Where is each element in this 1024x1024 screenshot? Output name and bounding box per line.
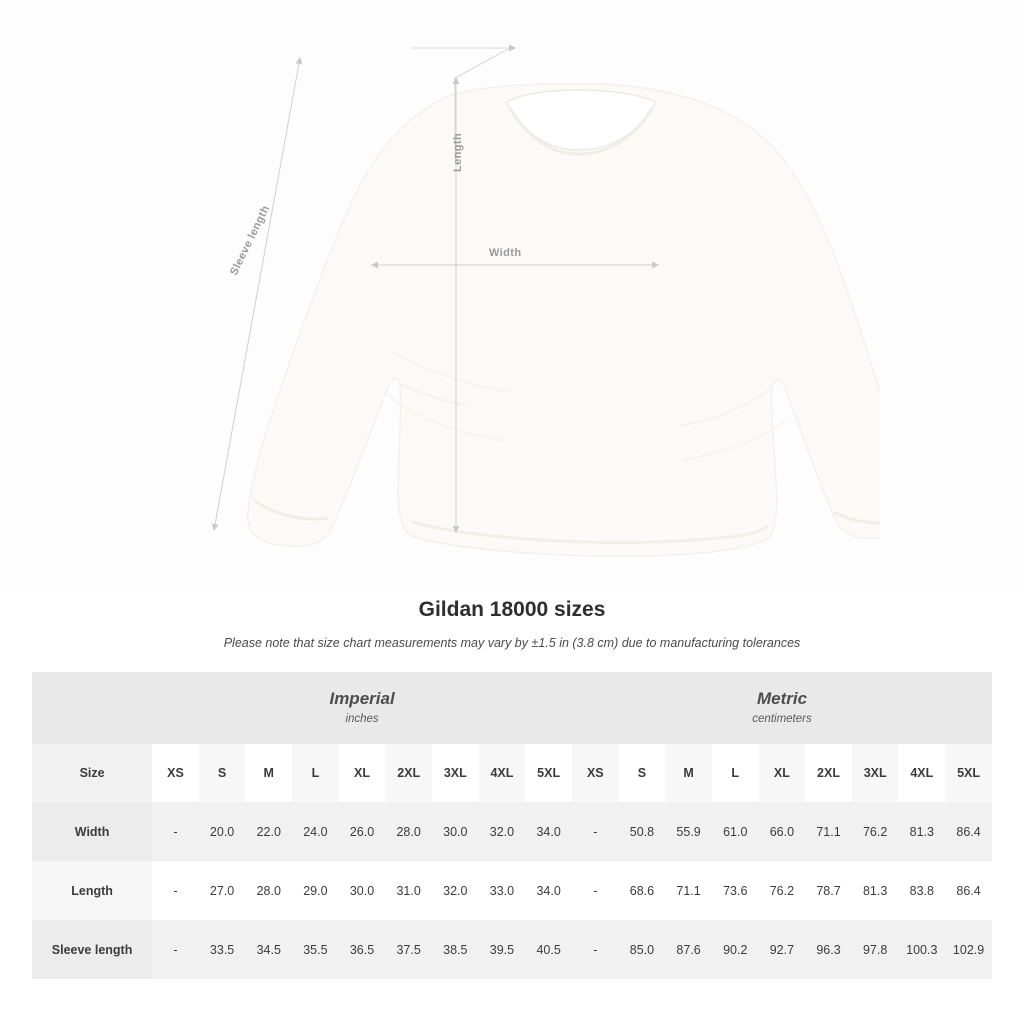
cell-width-metric-l: 61.0 [712,802,759,861]
cell-length-metric-2xl: 78.7 [805,861,852,920]
cell-width-metric-s: 50.8 [619,802,666,861]
cell-width-metric-3xl: 76.2 [852,802,899,861]
cell-sleeve-metric-l: 90.2 [712,920,759,979]
header-metric-m: M [665,744,712,802]
cell-width-imperial-s: 20.0 [199,802,246,861]
label-length: Length [452,132,464,172]
cell-sleeve-metric-s: 85.0 [619,920,666,979]
cell-width-metric-xl: 66.0 [759,802,806,861]
cell-sleeve-metric-m: 87.6 [665,920,712,979]
header-metric-l: L [712,744,759,802]
unit-title-imperial: Imperial [329,688,395,708]
table-row [32,861,992,920]
cell-width-metric-4xl: 81.3 [898,802,945,861]
cell-length-metric-l: 73.6 [712,861,759,920]
cell-width-metric-2xl: 71.1 [805,802,852,861]
unit-header-spacer [32,672,152,744]
cell-width-imperial-xl: 26.0 [339,802,386,861]
header-metric-4xl: 4XL [898,744,945,802]
sweatshirt-body [248,84,880,556]
cell-sleeve-metric-2xl: 96.3 [805,920,852,979]
header-metric-5xl: 5XL [945,744,992,802]
header-imperial-xl: XL [339,744,386,802]
cell-width-metric-5xl: 86.4 [945,802,992,861]
label-width: Width [489,247,522,259]
unit-sub-metric: centimeters [752,712,812,725]
cell-length-metric-3xl: 81.3 [852,861,899,920]
row-label-length: Length [32,861,152,920]
cell-width-imperial-5xl: 34.0 [525,802,572,861]
label-sleeve-length: Sleeve length [228,203,273,278]
cell-length-metric-4xl: 83.8 [898,861,945,920]
header-imperial-4xl: 4XL [479,744,526,802]
page-title: Gildan 18000 sizes [418,598,606,621]
table-row [32,802,992,861]
cell-sleeve-metric-xs: - [572,920,619,979]
size-header-row [32,744,992,802]
cell-width-imperial-m: 22.0 [245,802,292,861]
cell-width-imperial-3xl: 30.0 [432,802,479,861]
cell-length-imperial-4xl: 33.0 [479,861,526,920]
cell-length-imperial-s: 27.0 [199,861,246,920]
header-imperial-xs: XS [152,744,199,802]
unit-group-metric [572,672,992,744]
cell-sleeve-imperial-s: 33.5 [199,920,246,979]
cell-length-imperial-l: 29.0 [292,861,339,920]
table-row [32,920,992,979]
cell-length-metric-5xl: 86.4 [945,861,992,920]
cell-width-imperial-4xl: 32.0 [479,802,526,861]
cell-width-imperial-2xl: 28.0 [385,802,432,861]
unit-title-metric: Metric [756,688,808,708]
cell-width-imperial-xs: - [152,802,199,861]
unit-group-imperial [152,672,572,744]
cell-sleeve-metric-xl: 92.7 [759,920,806,979]
cell-sleeve-imperial-xl: 36.5 [339,920,386,979]
row-label-width: Width [32,802,152,861]
header-imperial-2xl: 2XL [385,744,432,802]
sweatshirt-svg [150,20,880,570]
header-imperial-5xl: 5XL [525,744,572,802]
header-metric-2xl: 2XL [805,744,852,802]
cell-length-metric-s: 68.6 [619,861,666,920]
cell-sleeve-metric-5xl: 102.9 [945,920,992,979]
cell-length-imperial-3xl: 32.0 [432,861,479,920]
cell-length-imperial-m: 28.0 [245,861,292,920]
cell-width-metric-xs: - [572,802,619,861]
cell-sleeve-metric-3xl: 97.8 [852,920,899,979]
unit-sub-imperial: inches [345,712,379,725]
cell-sleeve-imperial-3xl: 38.5 [432,920,479,979]
cell-sleeve-imperial-xs: - [152,920,199,979]
cell-sleeve-imperial-l: 35.5 [292,920,339,979]
cell-length-imperial-5xl: 34.0 [525,861,572,920]
header-metric-s: S [619,744,666,802]
header-imperial-s: S [199,744,246,802]
header-metric-3xl: 3XL [852,744,899,802]
header-imperial-m: M [245,744,292,802]
row-label-sleeve-length: Sleeve length [32,920,152,979]
header-metric-xl: XL [759,744,806,802]
garment-graphic [150,20,880,570]
tolerance-note: Please note that size chart measurements may vary by ±1.5 in (3.8 cm) due to manufacturing tolerances [223,636,801,650]
header-imperial-l: L [292,744,339,802]
cell-length-imperial-2xl: 31.0 [385,861,432,920]
cell-sleeve-imperial-5xl: 40.5 [525,920,572,979]
cell-width-imperial-l: 24.0 [292,802,339,861]
unit-header-row [32,672,992,744]
header-metric-xs: XS [572,744,619,802]
cell-length-imperial-xs: - [152,861,199,920]
cell-length-metric-xs: - [572,861,619,920]
cell-sleeve-imperial-m: 34.5 [245,920,292,979]
cell-length-metric-xl: 76.2 [759,861,806,920]
cell-length-metric-m: 71.1 [665,861,712,920]
cell-width-metric-m: 55.9 [665,802,712,861]
cell-sleeve-imperial-2xl: 37.5 [385,920,432,979]
size-table-wrap [32,672,992,979]
header-imperial-3xl: 3XL [432,744,479,802]
header-size-label: Size [32,744,152,802]
title-block [0,598,1024,650]
cell-sleeve-metric-4xl: 100.3 [898,920,945,979]
cell-length-imperial-xl: 30.0 [339,861,386,920]
cell-sleeve-imperial-4xl: 39.5 [479,920,526,979]
size-table [32,672,992,979]
